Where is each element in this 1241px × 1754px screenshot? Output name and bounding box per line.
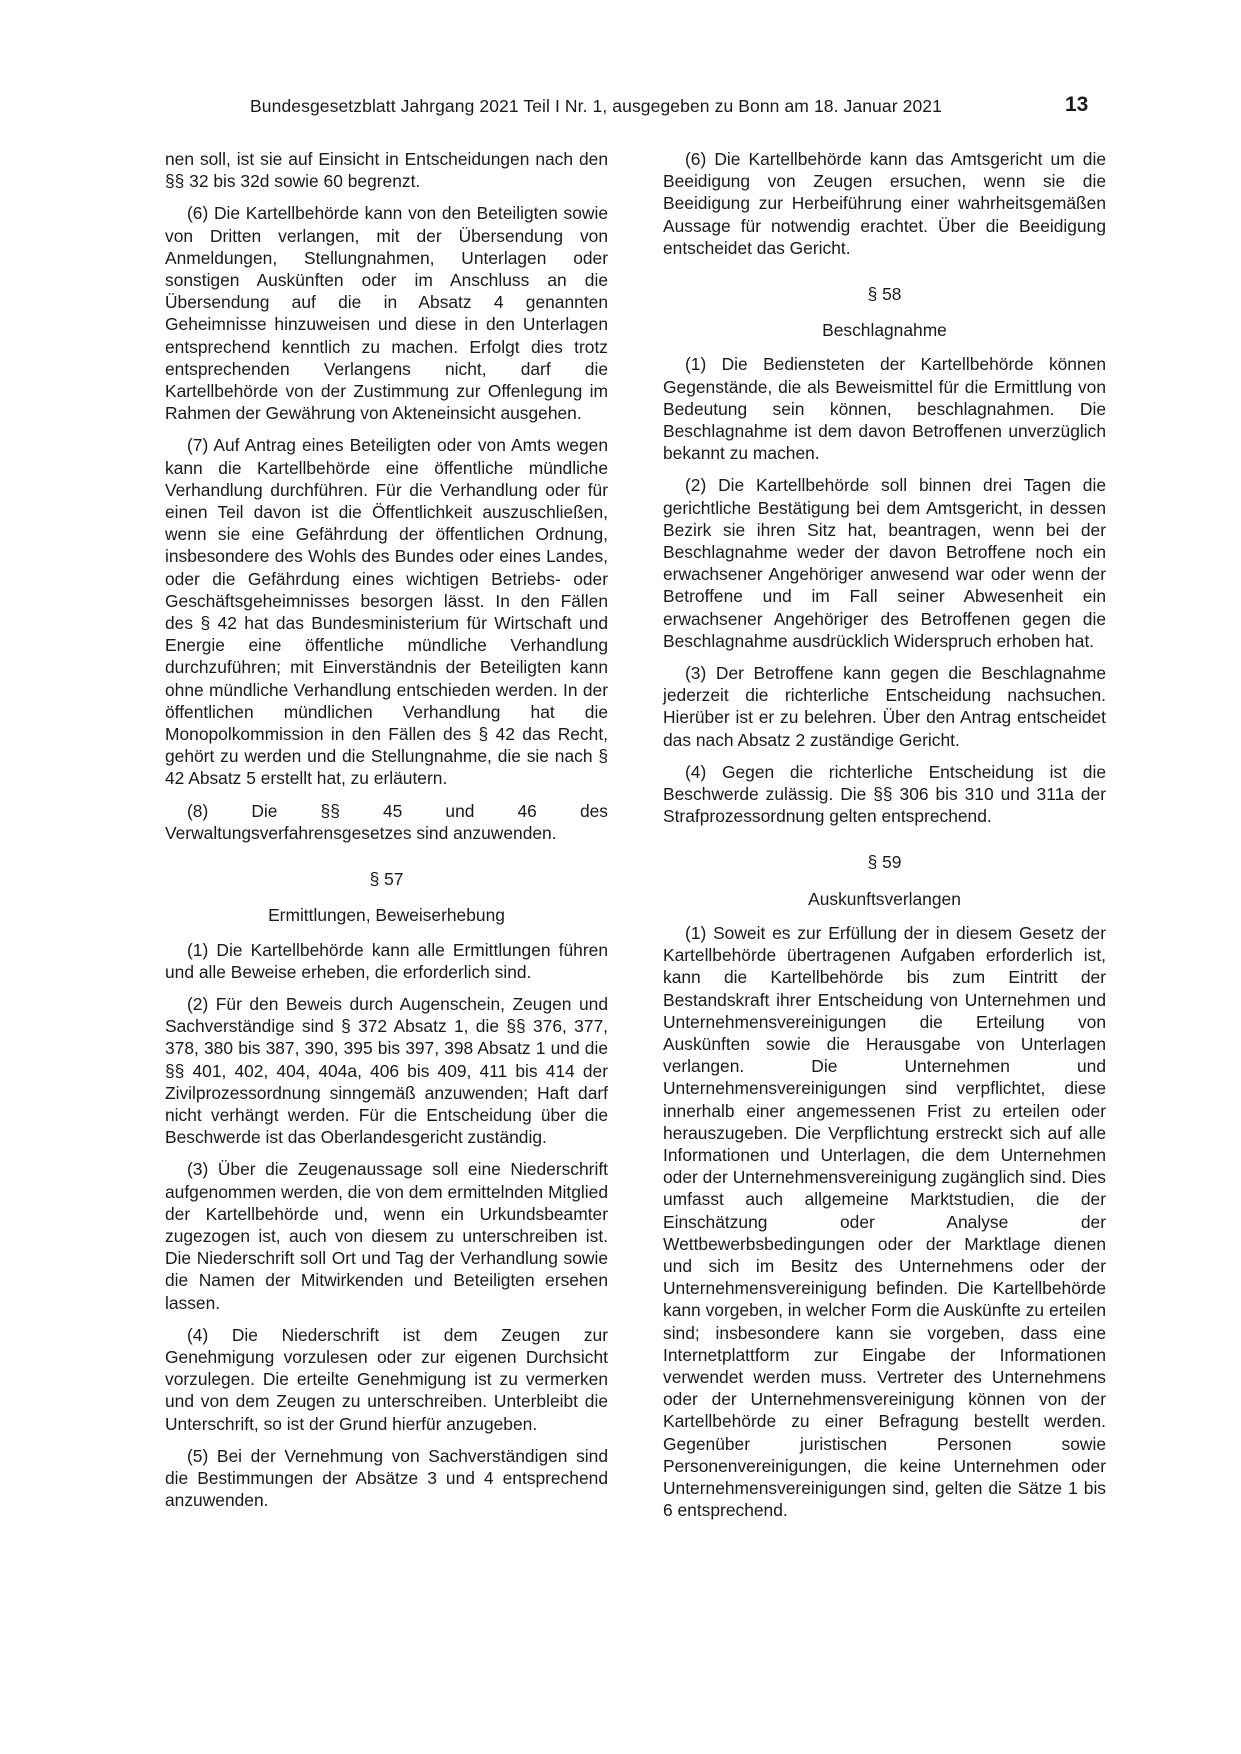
paragraph-58-1: (1) Die Bediensteten der Kartellbehörde können Gegenstände, die als Beweismittel für die Ermittlung von Bedeutung sein können, beschlagnahmen. Die Beschlagnahme ist dem davon Betroffenen unverzüglich bekannt zu machen. [663, 354, 1106, 464]
section-58-number: § 58 [867, 284, 902, 305]
paragraph-58-2: (2) Die Kartellbehörde soll binnen drei Tagen die gerichtliche Bestätigung bei dem Amtsgericht, in dessen Bezirk sie ihren Sitz hat, beantragen, wenn bei der Beschlagnahme weder der davon Betroffene noch ein erwachsener Angehöriger anwesend war oder wenn der Betroffene und im Fall seiner Abwesenheit ein erwachsener Angehöriger des Betroffenen gegen die Beschlagnahme ausdrücklich Widerspruch erhoben hat. [663, 475, 1106, 651]
continuation-paragraph: nen soll, ist sie auf Einsicht in Entscheidungen nach den §§ 32 bis 32d sowie 60 begrenzt. [165, 149, 608, 192]
paragraph-57-4: (4) Die Niederschrift ist dem Zeugen zur Genehmigung vorzulesen oder zur eigenen Durchsicht vorzulegen. Die erteilte Genehmigung ist zu vermerken und von dem Zeugen zu unterschreiben. Unterbleibt die Unterschrift, so ist der Grund hierfür anzugeben. [165, 1324, 608, 1434]
paragraph-59-1: (1) Soweit es zur Erfüllung der in diesem Gesetz der Kartellbehörde übertragenen Aufgaben erforderlich ist, kann die Kartellbehörde bis zum Eintritt der Bestandskraft ihrer Entscheidung von Unternehmen und Unternehmensvereinigungen die Erteilung von Auskünften sowie die Herausgabe von Unterlagen verlangen. Die Unternehmen und Unternehmensvereinigungen sind verpflichtet, diese innerhalb einer angemessenen Frist zu erteilen oder herauszugeben. Die Verpflichtung erstreckt sich auf alle Informationen und Unterlagen, die dem Unternehmen oder der Unternehmensvereinigung zugänglich sind. Dies umfasst auch allgemeine Marktstudien, die der Einschätzung oder Analyse der Wettbewerbsbedingungen oder der Marktlage dienen und sich im Besitz des Unternehmens oder der Unternehmensvereinigung befinden. Die Kartellbehörde kann vorgeben, in welcher Form die Auskünfte zu erteilen sind; insbesondere kann sie vorgeben, dass eine Internetplattform zur Eingabe der Informationen verwendet werden muss. Vertreter des Unternehmens oder der Unternehmensvereinigung können von der Kartellbehörde zu einer Befragung bestellt werden. Gegenüber juristischen Personen sowie Personenvereinigungen, die keine Unternehmen oder Unternehmensvereinigungen sind, gelten die Sätze 1 bis 6 entsprechend. [663, 922, 1106, 1521]
header-title: Bundesgesetzblatt Jahrgang 2021 Teil I Nr. 1, ausgegeben zu Bonn am 18. Januar 2021 [250, 96, 942, 116]
paragraph-56-8: (8) Die §§ 45 und 46 des Verwaltungsverfahrensgesetzes sind anzuwenden. [165, 800, 608, 843]
paragraph-58-3: (3) Der Betroffene kann gegen die Beschlagnahme jederzeit die richterliche Entscheidung nachsuchen. Hierüber ist er zu belehren. Über den Antrag entscheidet das nach Absatz 2 zuständige Gericht. [663, 663, 1106, 750]
paragraph-57-5: (5) Bei der Vernehmung von Sachverständigen sind die Bestimmungen der Absätze 3 und 4 entsprechend anzuwenden. [165, 1445, 608, 1511]
paragraph-57-2: (2) Für den Beweis durch Augenschein, Zeugen und Sachverständige sind § 372 Absatz 1, die §§ 376, 377, 378, 380 bis 387, 390, 395 bis 397, 398 Absatz 1 und die §§ 401, 402, 404, 404a, 406 bis 409, 411 bis 414 der Zivilprozessordnung sinngemäß anzuwenden; Haft darf nicht verhängt werden. Für die Entscheidung über die Beschwerde ist das Oberlandesgericht zuständig. [165, 993, 608, 1148]
running-header [0, 93, 1241, 124]
section-58-title: Beschlagnahme [822, 320, 947, 341]
page-number: 13 [1065, 93, 1089, 116]
right-column [663, 148, 1106, 1531]
left-column [165, 148, 608, 1521]
section-59-title: Auskunftsverlangen [808, 888, 961, 909]
paragraph-57-1: (1) Die Kartellbehörde kann alle Ermittlungen führen und alle Beweise erheben, die erforderlich sind. [165, 939, 608, 982]
paragraph-57-3: (3) Über die Zeugenaussage soll eine Niederschrift aufgenommen werden, die von dem ermittelnden Mitglied der Kartellbehörde und, wenn ein Urkundsbeamter zugezogen ist, auch von diesem zu unterschreiben ist. Die Niederschrift soll Ort und Tag der Verhandlung sowie die Namen der Mitwirkenden und Beteiligten ersehen lassen. [165, 1159, 608, 1313]
section-57-title: Ermittlungen, Beweiserhebung [268, 905, 505, 926]
paragraph-58-4: (4) Gegen die richterliche Entscheidung ist die Beschwerde zulässig. Die §§ 306 bis 310 und 311a der Strafprozessordnung gelten entsprechend. [663, 761, 1106, 827]
paragraph-57-6: (6) Die Kartellbehörde kann das Amtsgericht um die Beeidigung von Zeugen ersuchen, wenn sie die Beeidigung zur Herbeiführung einer wahrheitsgemäßen Aussage für notwendig erachtet. Über die Beeidigung entscheidet das Gericht. [663, 149, 1106, 258]
paragraph-56-7: (7) Auf Antrag eines Beteiligten oder von Amts wegen kann die Kartellbehörde eine öffentliche mündliche Verhandlung durchführen. Für die Verhandlung oder für einen Teil davon ist die Öffentlichkeit auszuschließen, wenn sie eine Gefährdung der öffentlichen Ordnung, insbesondere des Wohls des Bundes oder eines Landes, oder die Gefährdung eines wichtigen Betriebs- oder Geschäftsgeheimnisses besorgen lässt. In den Fällen des § 42 hat das Bundesministerium für Wirtschaft und Energie eine öffentliche mündliche Verhandlung durchzuführen; mit Einverständnis der Beteiligten kann ohne mündliche Verhandlung entschieden werden. In der öffentlichen mündlichen Verhandlung hat die Monopolkommission in den Fällen des § 42 das Recht, gehört zu werden und die Stellungnahme, die sie nach § 42 Absatz 5 erstellt hat, zu erläutern. [165, 435, 608, 789]
section-57-number: § 57 [369, 869, 404, 890]
section-59-number: § 59 [867, 852, 902, 873]
paragraph-56-6: (6) Die Kartellbehörde kann von den Beteiligten sowie von Dritten verlangen, mit der Übersendung von Anmeldungen, Stellungnahmen, Unterlagen oder sonstigen Auskünften oder im Anschluss an die Übersendung auf die in Absatz 4 genannten Geheimnisse hinzuweisen und diese in den Unterlagen entsprechend kenntlich zu machen. Erfolgt dies trotz entsprechenden Verlangens nicht, darf die Kartellbehörde von der Zustimmung zur Offenlegung im Rahmen der Gewährung von Akteneinsicht ausgehen. [165, 203, 608, 424]
